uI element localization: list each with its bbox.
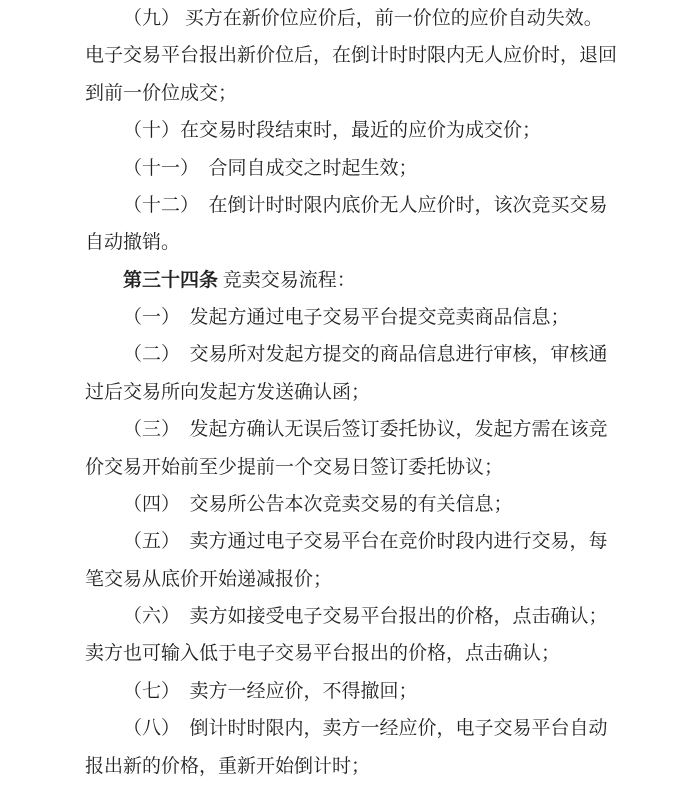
clause-item-12: （十二） 在倒计时时限内底价无人应价时，该次竞买交易自动撤销。 xyxy=(85,194,608,254)
flow-item-5: （五） 卖方通过电子交易平台在竞价时段内进行交易，每笔交易从底价开始递减报价； xyxy=(85,531,608,590)
flow-item-6: （六） 卖方如接受电子交易平台报出的价格，点击确认；卖方也可输入低于电子交易平台报出的价格，点击确认； xyxy=(85,606,608,665)
flow-item-1: （一） 发起方通过电子交易平台提交竞卖商品信息； xyxy=(123,307,570,328)
flow-item-7: （七） 卖方一经应价，不得撤回； xyxy=(123,680,418,702)
flow-item-3: （三） 发起方确认无误后签订委托协议，发起方需在该竞价交易开始前至少提前一个交易日签订委托协议； xyxy=(85,419,608,478)
clause-item-9: （九） 买方在新价位应价后，前一价位的应价自动失效。电子交易平台报出新价位后，在倒计时时限内无人应价时，退回到前一价位成交； xyxy=(85,8,618,104)
clause-item-11: （十一） 合同自成交之时起生效； xyxy=(123,157,418,179)
article-number: 第三十四条 xyxy=(123,269,219,291)
flow-item-8: （八） 倒计时时限内，卖方一经应价，电子交易平台自动报出新的价格，重新开始倒计时； xyxy=(85,718,608,777)
clause-item-10: （十）在交易时段结束时，最近的应价为成交价； xyxy=(123,120,542,142)
flow-item-4: （四） 交易所公告本次竞卖交易的有关信息； xyxy=(123,493,513,515)
article-title: 竞卖交易流程： xyxy=(218,269,356,291)
flow-item-2: （二） 交易所对发起方提交的商品信息进行审核，审核通过后交易所向发起方发送确认函； xyxy=(85,344,608,403)
article-heading xyxy=(85,262,619,299)
